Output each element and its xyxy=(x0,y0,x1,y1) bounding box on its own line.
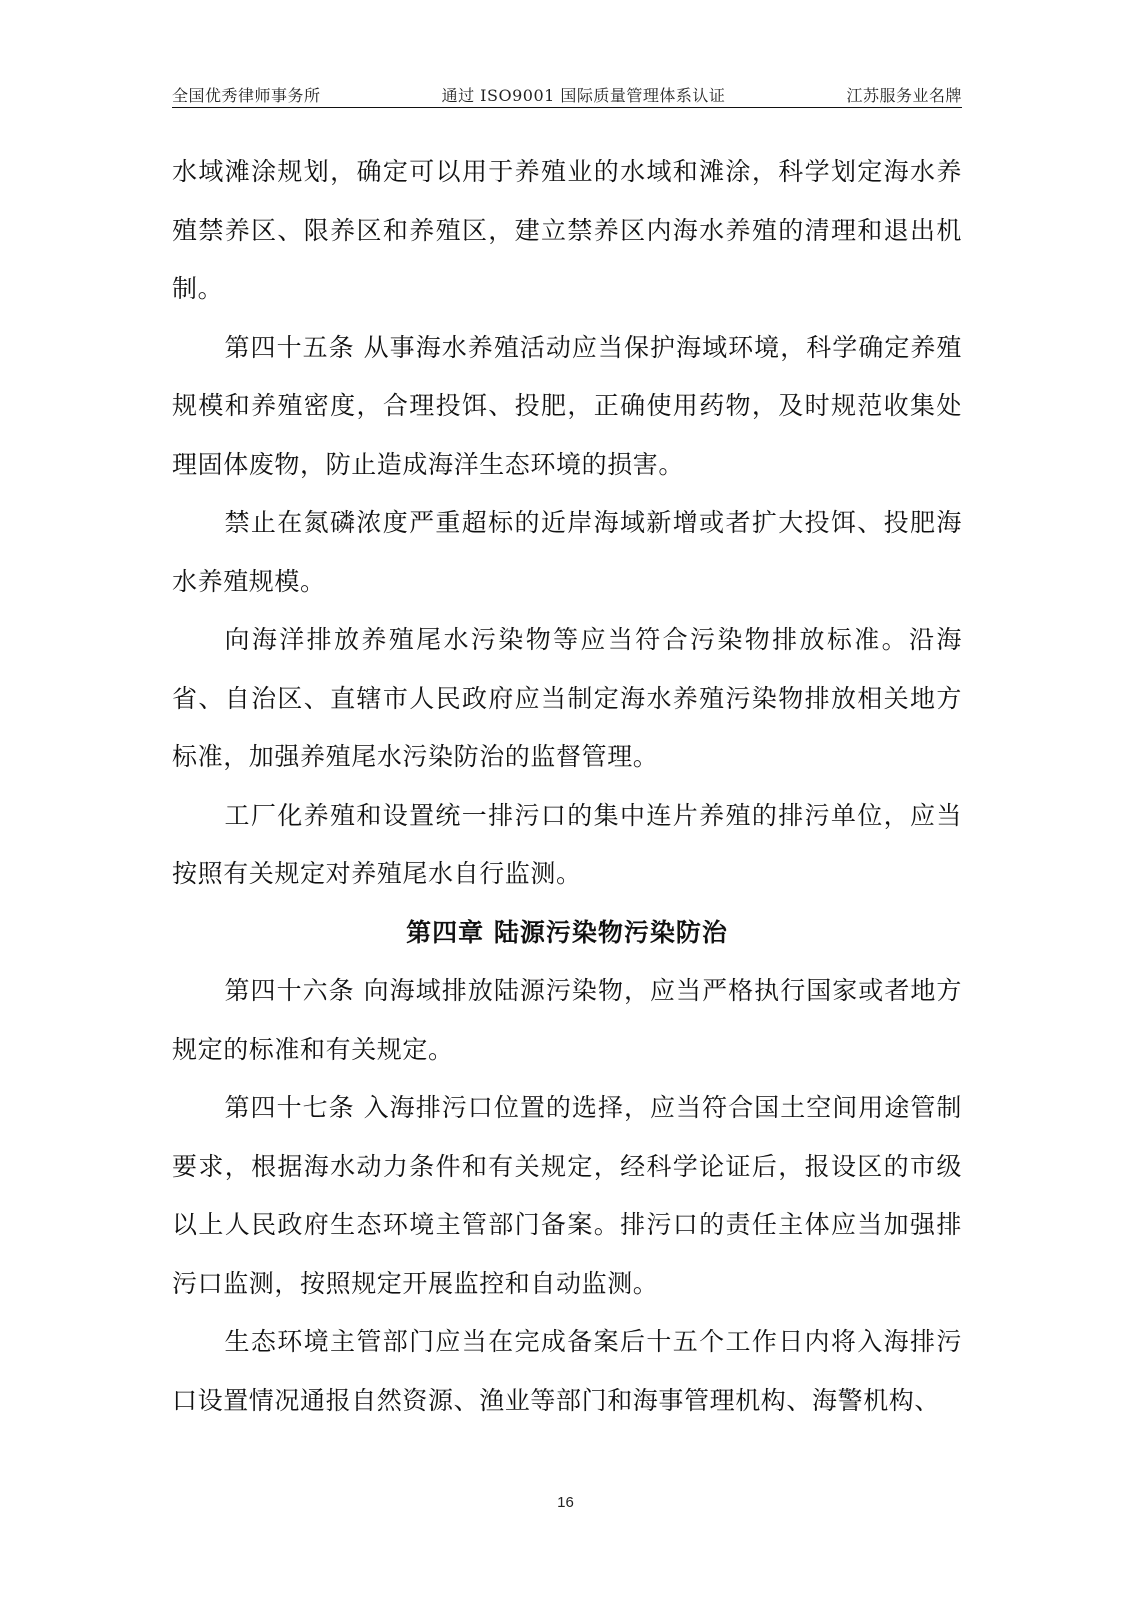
header-left-text: 全国优秀律师事务所 xyxy=(172,86,321,105)
paragraph-notification: 生态环境主管部门应当在完成备案后十五个工作日内将入海排污口设置情况通报自然资源、渔业等部门和海事管理机构、海警机构、 xyxy=(172,1327,962,1415)
chapter-title: 第四章 陆源污染物污染防治 xyxy=(406,917,728,947)
header-right-text: 江苏服务业名牌 xyxy=(846,86,962,105)
paragraph-discharge-standard: 向海洋排放养殖尾水污染物等应当符合污染物排放标准。沿海省、自治区、直辖市人民政府应当制定海水养殖污染物排放相关地方标准，加强养殖尾水污染防治的监督管理。 xyxy=(172,625,962,771)
paragraph-article-46: 第四十六条 向海域排放陆源污染物，应当严格执行国家或者地方规定的标准和有关规定。 xyxy=(172,976,962,1064)
paragraph-article-45: 第四十五条 从事海水养殖活动应当保护海域环境，科学确定养殖规模和养殖密度，合理投饵、投肥，正确使用药物，及时规范收集处理固体废物，防止造成海洋生态环境的损害。 xyxy=(172,332,962,479)
header-rule xyxy=(172,107,962,108)
paragraph-continuation: 水域滩涂规划，确定可以用于养殖业的水域和滩涂，科学划定海水养殖禁养区、限养区和养殖区，建立禁养区内海水养殖的清理和退出机制。 xyxy=(172,157,962,303)
paragraph-prohibition: 禁止在氮磷浓度严重超标的近岸海域新增或者扩大投饵、投肥海水养殖规模。 xyxy=(172,508,962,596)
header-center-text: 通过 ISO9001 国际质量管理体系认证 xyxy=(441,86,726,105)
page-body xyxy=(172,143,962,1430)
paragraph-article-47: 第四十七条 入海排污口位置的选择，应当符合国土空间用途管制要求，根据海水动力条件和有关规定，经科学论证后，报设区的市级以上人民政府生态环境主管部门备案。排污口的责任主体应当加强排污口监测，按照规定开展监控和自动监测。 xyxy=(172,1093,962,1298)
page-number: 16 xyxy=(557,1494,574,1511)
paragraph-self-monitoring: 工厂化养殖和设置统一排污口的集中连片养殖的排污单位，应当按照有关规定对养殖尾水自行监测。 xyxy=(172,800,962,888)
page-header xyxy=(172,78,962,106)
